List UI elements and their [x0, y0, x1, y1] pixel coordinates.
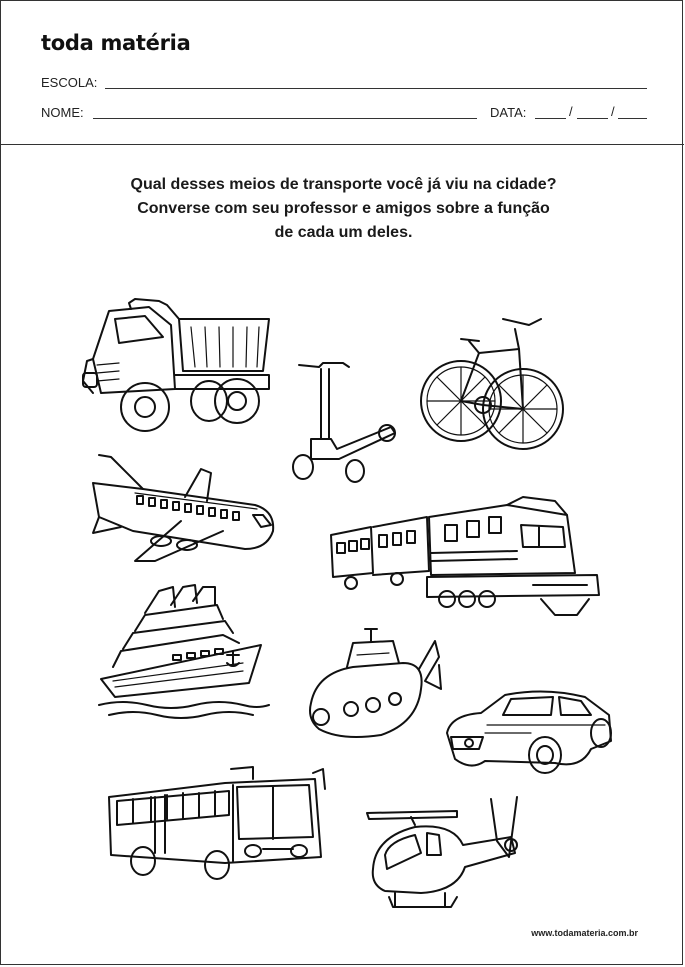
school-label: ESCOLA:	[41, 75, 98, 90]
airplane-illustration	[85, 453, 285, 568]
question-line: de cada um deles.	[274, 224, 413, 241]
footer-url[interactable]: www.todamateria.com.br	[531, 928, 638, 938]
date-day-line[interactable]	[535, 118, 566, 119]
bicycle-illustration	[419, 305, 569, 455]
name-label: NOME:	[41, 105, 84, 120]
brand-logo: toda matéria	[41, 31, 191, 55]
date-month-line[interactable]	[577, 118, 608, 119]
train-illustration	[327, 495, 607, 623]
date-separator: /	[569, 104, 573, 119]
car-illustration	[441, 685, 617, 777]
dump-truck-illustration	[79, 289, 279, 439]
question-text	[1, 173, 685, 245]
kick-scooter-illustration	[291, 355, 401, 485]
question-line: Qual desses meios de transporte você já viu na cidade?	[130, 176, 557, 193]
question-line: Converse com seu professor e amigos sobre a função	[137, 200, 550, 217]
bus-illustration	[103, 765, 325, 889]
date-separator: /	[611, 104, 615, 119]
date-year-line[interactable]	[618, 118, 647, 119]
date-label: DATA:	[490, 105, 527, 120]
helicopter-illustration	[365, 793, 525, 913]
header-divider	[1, 144, 684, 145]
school-field-line[interactable]	[105, 88, 647, 89]
name-field-line[interactable]	[93, 118, 477, 119]
submarine-illustration	[301, 625, 447, 741]
cruise-ship-illustration	[93, 583, 271, 721]
